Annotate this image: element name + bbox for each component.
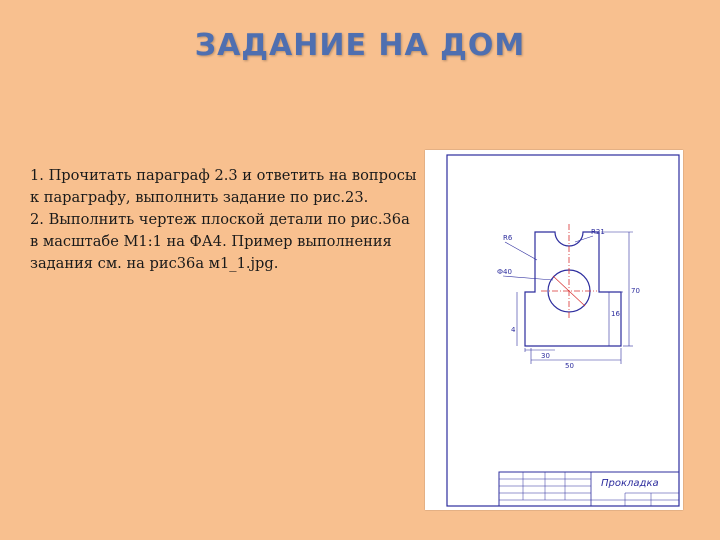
leader-line-r21 (575, 236, 593, 242)
dim-label-thickness: 4 (511, 326, 516, 334)
task-line: к параграфу, выполнить задание по рис.23. (30, 189, 369, 206)
dim-label-height-total: 70 (631, 287, 640, 295)
task-line: задания см. на рис36а м1_1.jpg. (30, 255, 279, 272)
task-line: 2. Выполнить чертеж плоской детали по рис.36а (30, 211, 410, 228)
title-block-part-name: Прокладка (601, 478, 659, 489)
leader-line-r6 (505, 242, 537, 260)
dim-label-r6: R6 (503, 234, 513, 242)
drawing-image (425, 150, 683, 510)
task-text (30, 165, 420, 275)
leader-line-diameter (503, 276, 553, 280)
technical-drawing (425, 150, 683, 510)
title-block (499, 472, 679, 506)
dim-label-r21: R21 (591, 228, 605, 236)
task-line: 1. Прочитать параграф 2.3 и ответить на вопросы (30, 167, 417, 184)
dim-label-width-total: 50 (565, 362, 574, 370)
dim-label-diameter: Ф40 (497, 268, 512, 276)
task-line: в масштабе М1:1 на ФА4. Пример выполнения (30, 233, 392, 250)
dim-label-width-left: 30 (541, 352, 550, 360)
part-outline (525, 232, 621, 346)
dim-label-height-lower: 16 (611, 310, 620, 318)
slide-title: ЗАДАНИЕ НА ДОМ (194, 28, 526, 63)
sheet-frame (447, 155, 679, 506)
